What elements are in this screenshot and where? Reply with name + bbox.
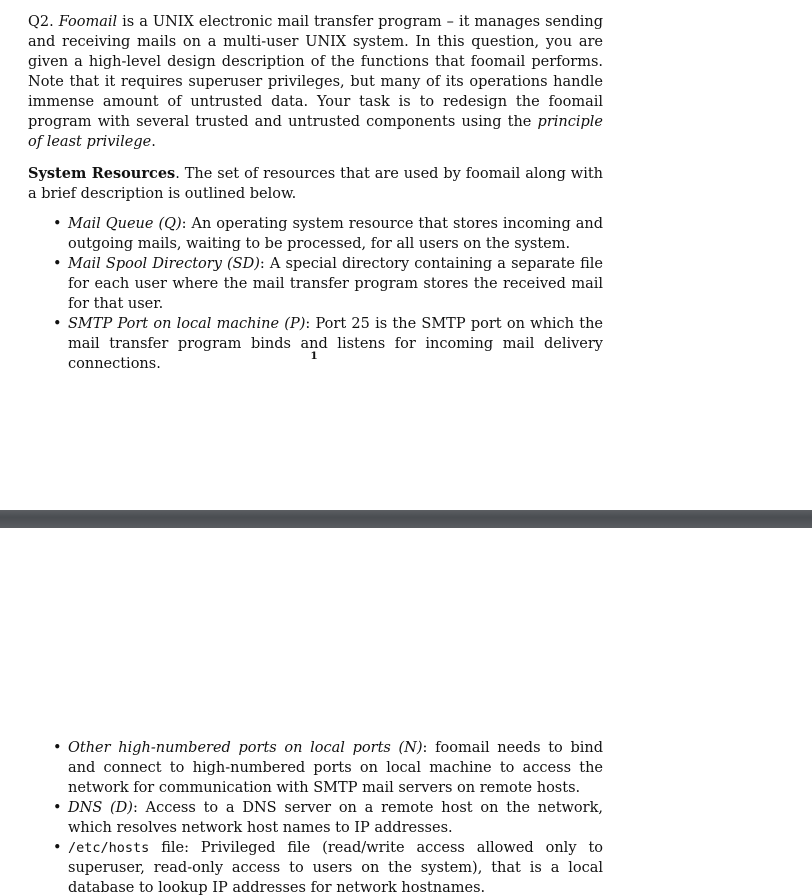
resource-term: DNS (D) <box>68 800 133 816</box>
system-resources-paragraph <box>28 164 603 204</box>
resource-desc: : An operating system resource that stores incoming and outgoing mails, waiting to be processed, for all users on the system. <box>68 216 603 252</box>
resource-desc: : Access to a DNS server on a remote host on the network, which resolves network host names to IP addresses. <box>68 800 603 836</box>
page-number: 1 <box>310 350 318 362</box>
bullet-icon: • <box>53 840 62 856</box>
resource-term: SMTP Port on local machine (P) <box>68 316 306 332</box>
system-resources-text: . The set of resources that are used by foomail along with a brief description is outlined below. <box>28 166 603 202</box>
resource-term: Mail Spool Directory (SD) <box>68 256 260 272</box>
bullet-icon: • <box>53 316 62 332</box>
page-1-content <box>28 12 603 374</box>
hosts-file-path: /etc/hosts <box>68 840 150 856</box>
resource-desc: : foomail needs to bind and connect to high-numbered ports on local machine to access the network for communication with SMTP mail servers on remote hosts. <box>68 740 603 796</box>
resource-term: Other high-numbered ports on local ports (N) <box>68 740 423 756</box>
intro-text-a: is a UNIX electronic mail transfer program – it manages sending and receiving mails on a multi-user UNIX system. In this question, you are given a high-level design description of the functions that foomail performs. Note that it requires superuser privileges, but many of its operations handle immense amount of untrusted data. Your task is to redesign the foomail program with several trusted and untrusted components using the <box>28 14 604 130</box>
intro-text-b: . <box>151 134 156 150</box>
page-2-content <box>28 738 603 896</box>
bullet-icon: • <box>53 256 62 272</box>
list-item <box>28 738 603 798</box>
list-item <box>28 838 603 896</box>
resource-list-continued <box>28 738 603 896</box>
list-item <box>28 214 603 254</box>
list-item <box>28 798 603 838</box>
bullet-icon: • <box>53 740 62 756</box>
system-resources-heading: System Resources <box>28 165 176 182</box>
document-page-2 <box>0 528 812 896</box>
bullet-icon: • <box>53 800 62 816</box>
principle-phrase: principle of least privilege <box>28 114 603 150</box>
page-separator <box>0 510 812 528</box>
list-item <box>28 314 603 374</box>
resource-term: Mail Queue (Q) <box>68 216 182 232</box>
bullet-icon: • <box>53 216 62 232</box>
resource-desc: file: Privileged file (read/write access allowed only to superuser, read-only access to users on the system), that is a local database to lookup IP addresses for network hostnames. <box>68 840 603 896</box>
program-name: Foomail <box>58 14 118 30</box>
resource-desc: : Port 25 is the SMTP port on which the mail transfer program binds and listens for incoming mail delivery connections. <box>68 316 603 372</box>
question-intro-paragraph <box>28 12 603 152</box>
list-item <box>28 254 603 314</box>
resource-desc: : A special directory containing a separate file for each user where the mail transfer program stores the received mail for that user. <box>68 256 604 312</box>
question-label: Q2. <box>28 14 54 30</box>
